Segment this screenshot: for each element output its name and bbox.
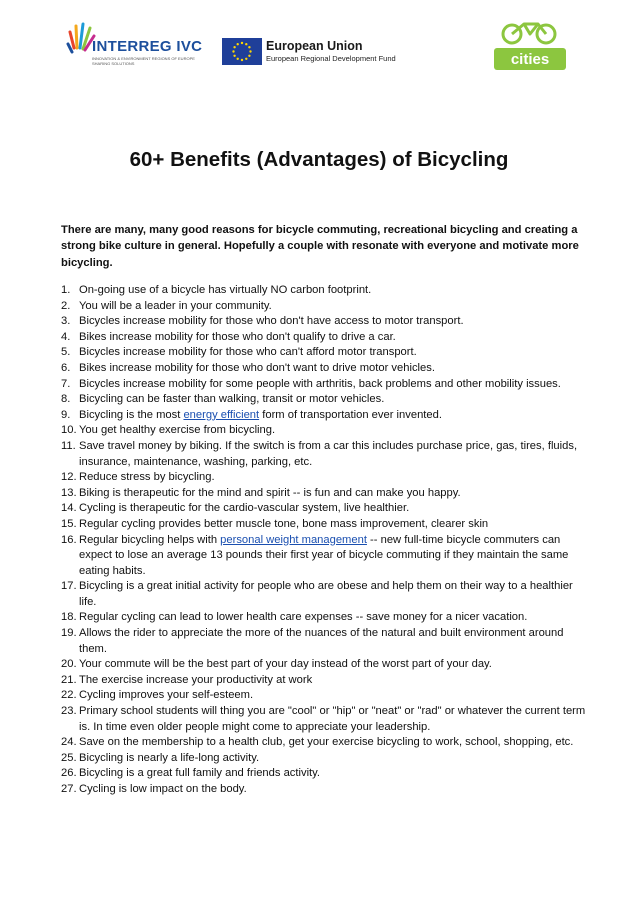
list-item xyxy=(61,501,586,517)
list-item-number: 25. xyxy=(61,751,77,764)
list-item-text-continued: -- new full-time bicycle commuters can expect to lose an average 13 pounds their first year of bicycle commuting if they maintain the same eating habits. xyxy=(79,533,569,577)
list-item xyxy=(61,533,586,580)
list-item-text: Allows the rider to appreciate the more of the nuances of the natural and built environment around them. xyxy=(79,627,564,655)
list-item-text: Bicycling is nearly a life-long activity. xyxy=(79,751,260,764)
list-item xyxy=(61,735,586,751)
list-item xyxy=(61,361,586,377)
list-item-text: Regular cycling can lead to lower health care expenses -- save money for a nicer vacation. xyxy=(79,611,528,624)
list-item-number: 9. xyxy=(61,408,71,421)
list-item-text: Cycling is low impact on the body. xyxy=(79,783,247,795)
list-item-text: Bicycling is the most xyxy=(79,408,184,421)
eu-logo xyxy=(222,38,396,68)
list-item-text: Primary school students will thing you are "cool" or "hip" or "neat" or "rad" or whatever the current term is. In time even older people might come to appreciate your leadership. xyxy=(79,705,586,733)
list-item-text: Bicycling is a great initial activity for people who are obese and help them on their way to a healthier life. xyxy=(79,580,573,608)
list-item-number: 6. xyxy=(61,361,71,374)
list-item xyxy=(61,408,586,424)
list-item-number: 3. xyxy=(61,315,71,328)
list-item-number: 18. xyxy=(61,611,77,624)
list-item xyxy=(61,423,586,439)
list-item-number: 26. xyxy=(61,767,77,780)
list-item-text: Save on the membership to a health club, get your exercise bicycling to work, school, shopping, etc. xyxy=(79,736,574,749)
inline-link[interactable]: energy efficient xyxy=(183,408,260,421)
inline-link[interactable]: personal weight management xyxy=(220,533,367,546)
list-item-number: 2. xyxy=(61,299,71,312)
list-item-text: Bicycling is a great full family and friends activity. xyxy=(79,767,321,780)
list-item-text: Bicycles increase mobility for some people with arthritis, back problems and other mobility issues. xyxy=(79,377,561,390)
list-item-text: Regular bicycling helps with xyxy=(79,533,221,546)
list-item xyxy=(61,486,586,502)
benefits-list xyxy=(61,283,586,798)
list-item-number: 22. xyxy=(61,689,77,702)
list-item-text: Bikes increase mobility for those who don't qualify to drive a car. xyxy=(79,330,396,343)
list-item-text: The exercise increase your productivity at work xyxy=(79,673,313,686)
list-item-number: 19. xyxy=(61,627,77,640)
list-item-number: 17. xyxy=(61,580,77,593)
list-item-number: 20. xyxy=(61,658,77,671)
list-item-text: Cycling is therapeutic for the cardio-vascular system, live healthier. xyxy=(79,502,410,515)
list-item-number: 8. xyxy=(61,393,71,406)
list-item xyxy=(61,439,586,470)
list-item-text: Bikes increase mobility for those who don't want to drive motor vehicles. xyxy=(79,361,435,374)
list-item-number: 21. xyxy=(61,673,77,686)
intro-paragraph: There are many, many good reasons for bicycle commuting, recreational bicycling and creating a strong bike culture in general. Hopefully a couple with resonate with everyone and motivate more bicycling. xyxy=(61,224,579,269)
list-item-number: 10. xyxy=(61,424,77,437)
list-item xyxy=(61,610,586,626)
list-item-number: 1. xyxy=(61,284,71,296)
interreg-logo xyxy=(66,18,216,74)
list-item-number: 15. xyxy=(61,517,77,530)
list-item xyxy=(61,377,586,393)
list-item xyxy=(61,314,586,330)
interreg-name: INTERREG IVC xyxy=(92,38,203,55)
list-item xyxy=(61,782,586,798)
page-header xyxy=(0,0,638,90)
list-item-text: Bicycles increase mobility for those who don't have access to motor transport. xyxy=(79,315,464,328)
eu-name: European Union xyxy=(266,39,363,53)
eu-flag-icon xyxy=(222,38,262,65)
list-item xyxy=(61,688,586,704)
list-item xyxy=(61,579,586,610)
list-item-text: Cycling improves your self-esteem. xyxy=(79,689,254,702)
list-item-number: 5. xyxy=(61,346,71,359)
cycle-cities-logo xyxy=(490,18,570,74)
list-item-text: Reduce stress by bicycling. xyxy=(79,471,215,484)
list-item xyxy=(61,673,586,689)
eu-fund-name: European Regional Development Fund xyxy=(266,54,396,63)
cycle-logo-text: cities xyxy=(510,51,550,68)
interreg-tagline: INNOVATION & ENVIRONMENT REGIONS OF EUROPE SHARING SOLUTIONS xyxy=(92,56,195,66)
list-item xyxy=(61,392,586,408)
list-item xyxy=(61,657,586,673)
list-item xyxy=(61,299,586,315)
list-item-text: Bicycling can be faster than walking, transit or motor vehicles. xyxy=(79,393,385,406)
list-item-text: Biking is therapeutic for the mind and spirit -- is fun and can make you happy. xyxy=(79,486,461,499)
list-item-text: Regular cycling provides better muscle tone, bone mass improvement, clearer skin xyxy=(79,517,489,530)
list-item-number: 4. xyxy=(61,330,71,343)
list-item-text: You get healthy exercise from bicycling. xyxy=(79,424,276,437)
list-item xyxy=(61,283,586,299)
list-item-number: 23. xyxy=(61,705,77,718)
list-item-number: 16. xyxy=(61,533,77,546)
list-item-number: 14. xyxy=(61,502,77,515)
list-item-text-continued: form of transportation ever invented. xyxy=(259,408,442,421)
list-item xyxy=(61,751,586,767)
list-item-number: 7. xyxy=(61,377,71,390)
list-item-number: 13. xyxy=(61,486,77,499)
list-item-number: 24. xyxy=(61,736,77,749)
list-item xyxy=(61,626,586,657)
list-item xyxy=(61,470,586,486)
list-item-number: 11. xyxy=(61,439,76,452)
list-item-number: 27. xyxy=(61,783,77,795)
list-item xyxy=(61,517,586,533)
list-item xyxy=(61,704,586,735)
list-item-text: You will be a leader in your community. xyxy=(79,299,272,312)
list-item-text: Your commute will be the best part of your day instead of the worst part of your day. xyxy=(79,658,492,671)
list-item xyxy=(61,345,586,361)
list-item xyxy=(61,766,586,782)
list-item-text: Bicycles increase mobility for those who can't afford motor transport. xyxy=(79,346,417,359)
list-item xyxy=(61,330,586,346)
list-item-text: Save travel money by biking. If the switch is from a car this includes purchase price, gas, tires, fluids, insurance, maintenance, washing, parking, etc. xyxy=(79,439,578,468)
list-item-number: 12. xyxy=(61,471,77,484)
bicycle-icon xyxy=(490,18,570,74)
page-title: 60+ Benefits (Advantages) of Bicycling xyxy=(129,148,509,171)
list-item-text: On-going use of a bicycle has virtually NO carbon footprint. xyxy=(79,284,372,296)
